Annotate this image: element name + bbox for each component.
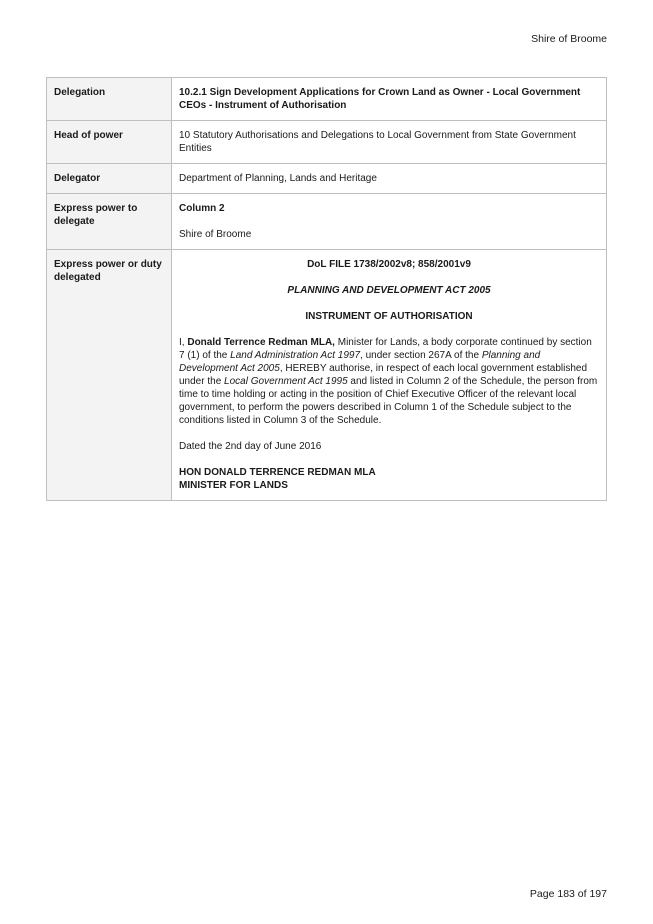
delegation-title: 10.2.1 Sign Development Applications for Crown Land as Owner - Local Government CEOs - Instrument of Authorisation — [172, 78, 607, 121]
delegator-value: Department of Planning, Lands and Heritage — [172, 164, 607, 194]
body-text: Minister for Lands, a body corporate continued by section 7 (1) of the — [179, 337, 592, 361]
row-label-delegation: Delegation — [47, 78, 172, 121]
dated-line: Dated the 2nd day of June 2016 — [179, 441, 322, 452]
shire-name: Shire of Broome — [179, 229, 252, 240]
body-text: , under section 267A of the — [360, 350, 482, 361]
table-row — [47, 121, 607, 164]
head-of-power-value: 10 Statutory Authorisations and Delegations to Local Government from State Government Entities — [172, 121, 607, 164]
instrument-title: INSTRUMENT OF AUTHORISATION — [305, 311, 473, 322]
row-label-head-of-power: Head of power — [47, 121, 172, 164]
row-label-express-power-to-delegate: Express power to delegate — [47, 194, 172, 250]
delegation-table — [46, 77, 607, 501]
row-label-express-power-delegated: Express power or duty delegated — [47, 250, 172, 501]
table-row — [47, 194, 607, 250]
signatory-name: HON DONALD TERRENCE REDMAN MLA — [179, 467, 376, 478]
header-organisation: Shire of Broome — [531, 33, 607, 45]
table-row — [47, 78, 607, 121]
table-row — [47, 164, 607, 194]
column-2-heading: Column 2 — [179, 203, 225, 214]
act-reference: Local Government Act 1995 — [224, 376, 348, 387]
body-text: , HEREBY authorise, in respect of each local government established under the — [179, 363, 588, 387]
express-power-to-delegate-value — [172, 194, 607, 250]
body-text: and listed in Column 2 of the Schedule, the person from time to time holding or acting in the position of Chief Executive Officer of the relevant local government, to perform the powers described in Column 1 of the Schedule subject to the conditions listed in Column 3 of the Schedule. — [179, 376, 598, 426]
body-text: I, — [179, 337, 188, 348]
page-number: Page 183 of 197 — [529, 888, 607, 900]
act-reference: Planning and Development Act 2005 — [179, 350, 541, 374]
minister-name: Donald Terrence Redman MLA, — [187, 337, 335, 348]
signatory-title: MINISTER FOR LANDS — [179, 480, 288, 491]
table-row — [47, 250, 607, 501]
express-power-delegated-value — [172, 250, 607, 501]
row-label-delegator: Delegator — [47, 164, 172, 194]
act-reference: Land Administration Act 1997 — [230, 350, 361, 361]
act-title: PLANNING AND DEVELOPMENT ACT 2005 — [287, 285, 491, 296]
authorisation-paragraph — [179, 336, 599, 427]
file-reference: DoL FILE 1738/2002v8; 858/2001v9 — [307, 259, 471, 270]
